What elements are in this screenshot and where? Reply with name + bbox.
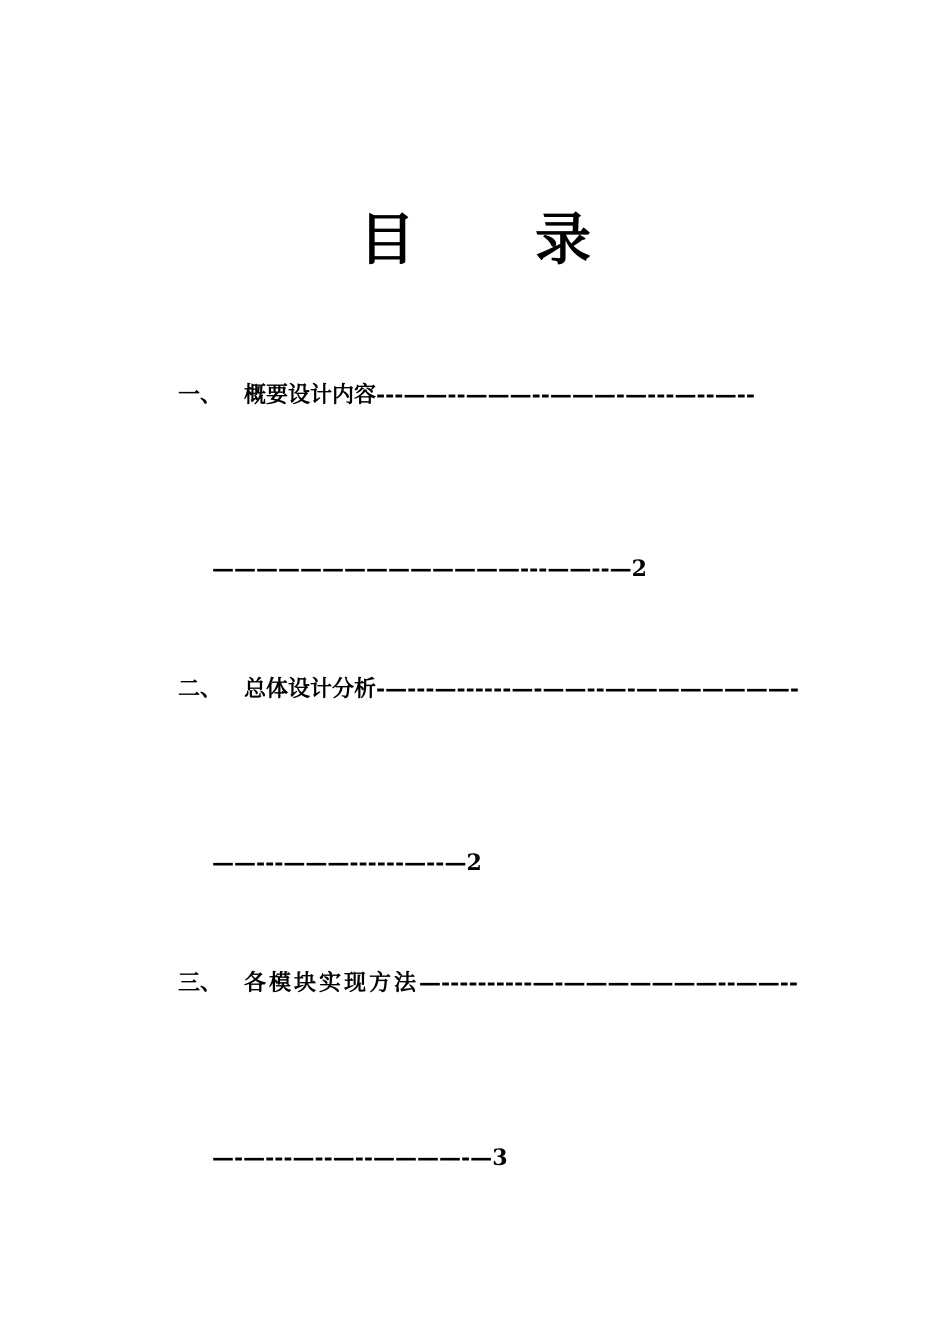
toc-entry-1-continuation[interactable]: [212, 554, 647, 584]
toc-entry-2[interactable]: [178, 674, 799, 705]
title-char-1: 目: [359, 207, 415, 273]
toc-leader: ——---———------—--—: [212, 850, 467, 876]
toc-leader: ——————————————---——--—: [212, 556, 632, 582]
toc-entry-number: 一、: [178, 383, 223, 408]
toc-entry-heading: 各模块实现方法: [244, 971, 420, 996]
toc-leader: —-—---—--—--————-—: [212, 1145, 493, 1171]
toc-entry-2-continuation[interactable]: [212, 848, 482, 878]
toc-entry-heading: 概要设计内容: [244, 383, 377, 408]
toc-entry-number: 二、: [178, 677, 223, 702]
toc-entry-1[interactable]: [178, 380, 755, 411]
toc-page-number: 2: [631, 556, 647, 582]
toc-entry-3[interactable]: [178, 968, 798, 999]
toc-entry-heading: 总体设计分析: [244, 677, 377, 702]
toc-leader: -—---—------—-——--—-———————-: [376, 676, 799, 702]
title-char-2: 录: [535, 207, 591, 273]
toc-page-number: 2: [466, 850, 482, 876]
page-title: [0, 200, 950, 280]
toc-leader: —----------—-———————--——--: [419, 970, 798, 996]
toc-entry-3-continuation[interactable]: [212, 1143, 508, 1173]
toc-leader: ---——--———--———-—---—--—--: [376, 382, 755, 408]
toc-page-number: 3: [492, 1145, 508, 1171]
toc-entry-number: 三、: [178, 971, 223, 996]
